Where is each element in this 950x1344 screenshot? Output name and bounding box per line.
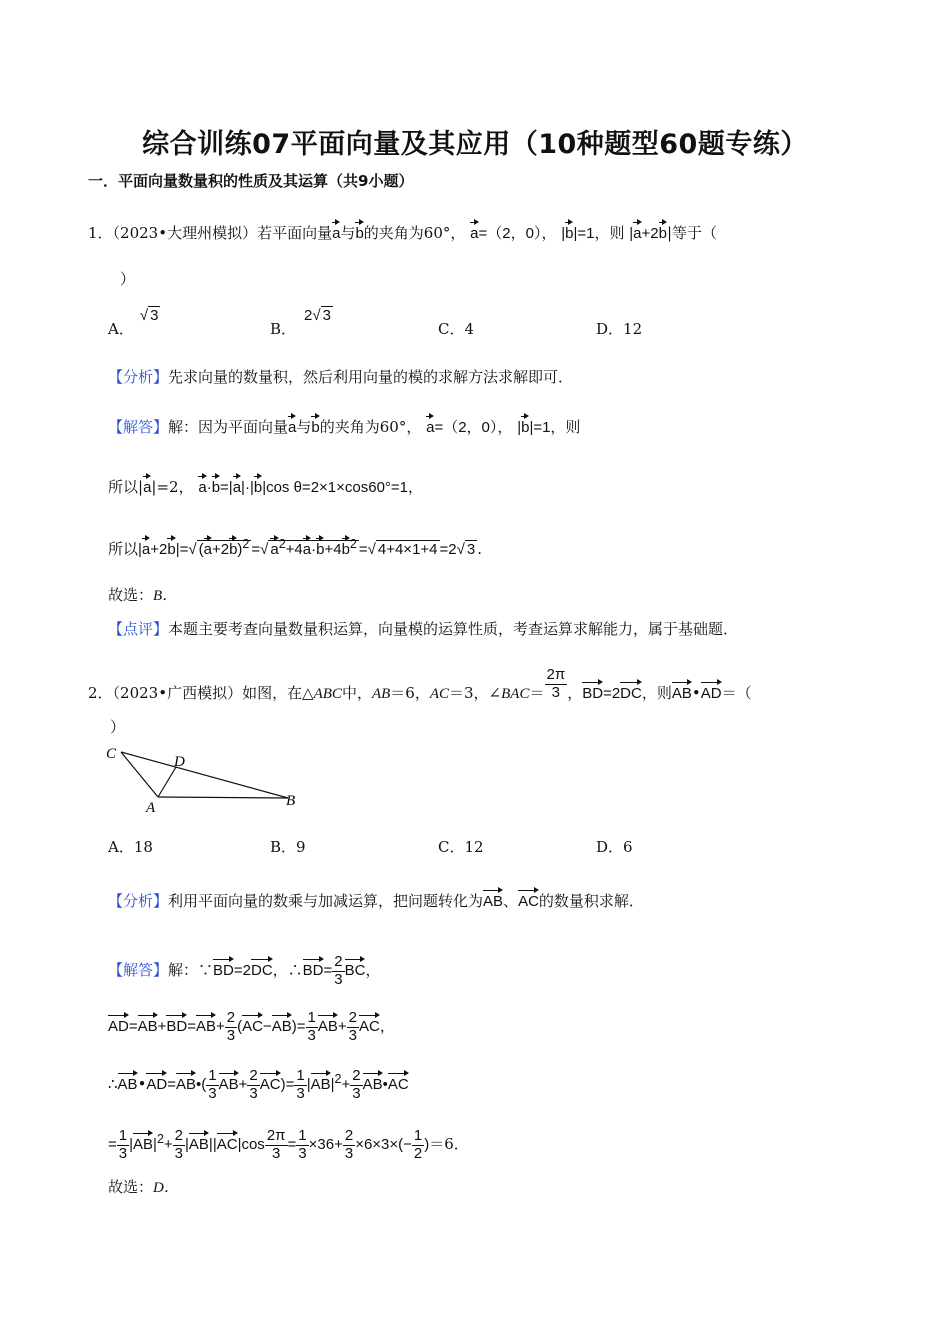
q2-option-a: A．18 (108, 838, 153, 856)
q1-option-d: D．12 (596, 320, 643, 338)
q2-choice: 故选：D． (108, 1178, 179, 1196)
q2-stem: 2．（2023•广西模拟）如图，在△ABC中，AB＝6，AC＝3，∠BAC＝ $\frac{2\pi}{3}$ ，BD=2DC，则AB•AD＝（ (88, 666, 752, 702)
q1-option-c: C．4 (438, 320, 475, 338)
q1-analysis: 【分析】先求向量的数量积，然后利用向量的模的求解方法求解即可． (108, 368, 574, 386)
figure-label-b: B (286, 793, 296, 809)
q2-option-b: B．9 (270, 838, 306, 856)
figure-label-d: D (174, 754, 185, 770)
q1-option-a: A．√ 3 (108, 307, 159, 338)
q1-solution-line2: 所以|a|=2， a·b=|a|·|b|cos θ=2×1×cos60°=1， (108, 478, 424, 496)
q1-solution-line1: 【解答】解：因为平面向量a与b的夹角为60°， a=（2，0）， |b|=1，则 (108, 418, 581, 436)
q2-analysis: 【分析】利用平面向量的数乘与加减运算，把问题转化为AB、AC的数量积求解． (108, 892, 644, 910)
q1-solution-line3: 所以|a+2b|=√ $(a+2b)^2$ =√ $a^2+4a\cdot b+4b^2$ =√ 4+4×1+4 =2√ 3 . (108, 537, 482, 558)
q2-option-c: C．12 (438, 838, 484, 856)
q2-option-d: D．6 (596, 838, 633, 856)
q2-solution-line2: AD=AB+BD=AB+ $\frac{2}{3}$ (AC−AB)= $\frac{1}{3}$ AB+ $\frac{2}{3}$ AC， (108, 1009, 395, 1044)
figure-label-a: A (146, 800, 156, 816)
section-heading: 一．平面向量数量积的性质及其运算（共9小题） (88, 172, 414, 190)
q2-solution-line1: 【解答】解：∵BD=2DC，∴BD= $\frac{2}{3}$ BC， (108, 953, 381, 988)
q1-comment: 【点评】本题主要考查向量数量积运算，向量模的运算性质，考查运算求解能力，属于基础题． (108, 620, 739, 638)
q1-choice: 故选：B． (108, 586, 178, 604)
q2-solution-line4: = $\frac{1}{3}$ $|AB|^2+$ $\frac{2}{3}$ |AB||AC|cos $\frac{2\pi}{3}$ = $\frac{1}{3}$ ×36+ $\frac{2}{3}$ ×6×3×(− $\frac{1}{2}$ )＝6． (108, 1127, 469, 1162)
page-title: 综合训练07平面向量及其应用（10种题型60题专练） (142, 129, 808, 160)
q1-stem: 1．（2023•大理州模拟）若平面向量a与b的夹角为60°， a=（2，0）， |b|=1，则 |a+2b|等于（ (88, 224, 718, 242)
q1-option-b: B．2√ 3 (270, 307, 331, 338)
q2-number: 2． (88, 684, 113, 702)
triangle-figure (100, 740, 310, 820)
figure-label-c: C (106, 746, 117, 762)
q1-number: 1． (88, 224, 113, 242)
q2-solution-line3: ∴AB•AD=AB•( $\frac{1}{3}$ AB+ $\frac{2}{3}$ AC)= $\frac{1}{3}$ $|AB|^2+$ $\frac{2}{3}$ AB•AC (108, 1067, 409, 1102)
